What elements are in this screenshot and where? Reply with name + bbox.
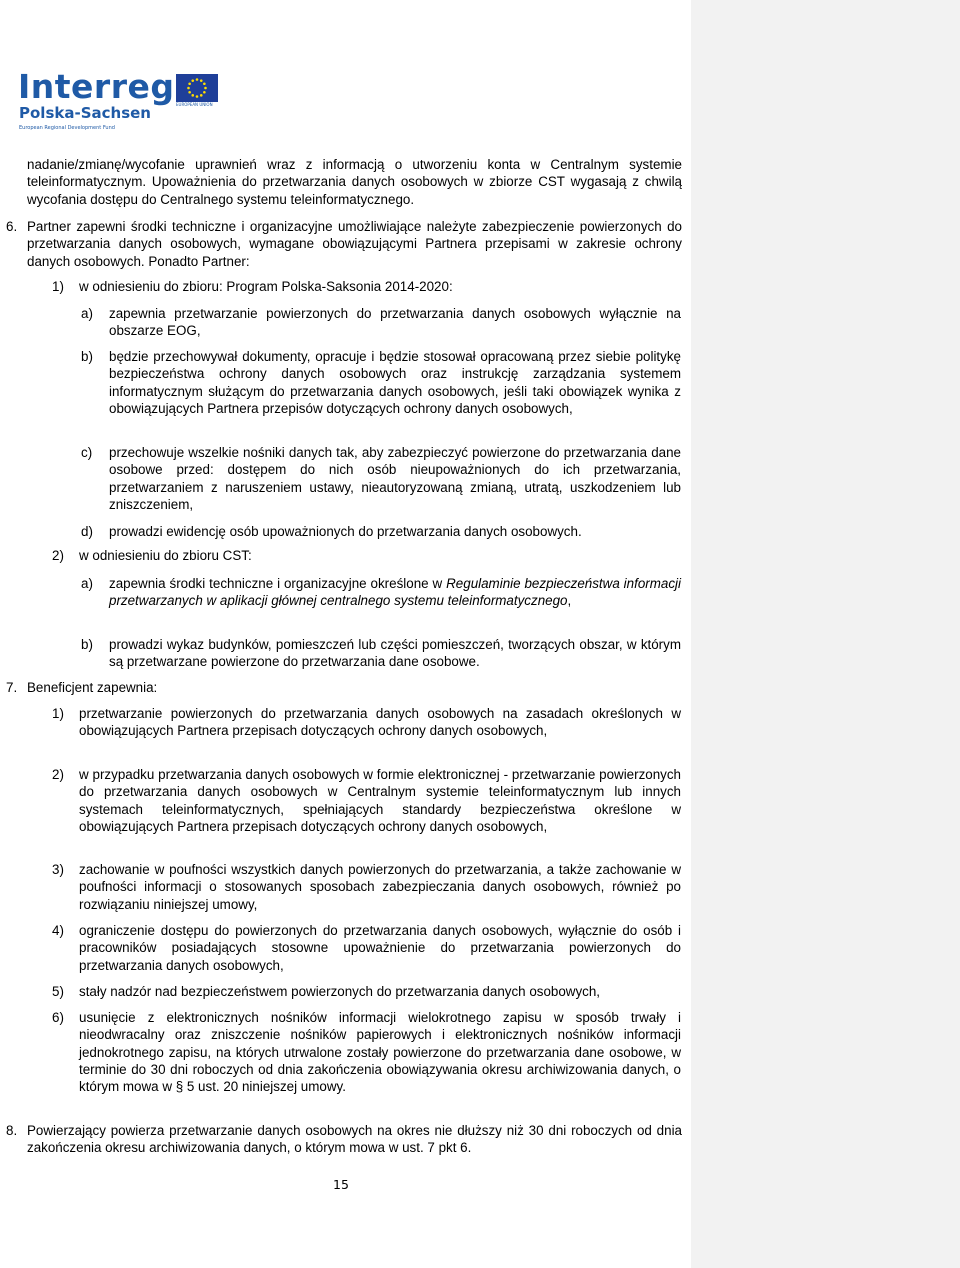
s6-1-c-number: c) <box>81 445 93 460</box>
s7-item-1-number: 1) <box>52 706 64 721</box>
eu-star-icon <box>191 94 194 97</box>
logo-fund-name: European Regional Development Fund <box>19 125 115 131</box>
page-number: 15 <box>333 1177 349 1192</box>
logo-wordmark: Interreg <box>18 67 175 106</box>
eu-label: EUROPEAN UNION <box>176 102 213 107</box>
s6-1-b-number: b) <box>81 349 93 364</box>
s6-2-a-pre: zapewnia środki techniczne i organizacyjne określone w <box>109 576 447 591</box>
section-8-text: Powierzający powierza przetwarzanie danych osobowych na okres nie dłuższy niż 30 dni roboczych od dnia zakończenia okresu archiwizowania danych, o którym mowa w ust. 7 pkt 6. <box>27 1123 682 1156</box>
s7-item-6-number: 6) <box>52 1010 64 1025</box>
eu-star-icon <box>188 82 191 85</box>
s6-item-2-text: w odniesieniu do zbioru CST: <box>79 548 252 563</box>
eu-star-icon <box>187 87 190 90</box>
s6-item-2-number: 2) <box>52 548 64 563</box>
s7-item-2-number: 2) <box>52 767 64 782</box>
eu-star-icon <box>200 79 203 82</box>
s6-2-a-post: , <box>567 593 572 609</box>
s6-1-b-text: będzie przechowywał dokumenty, opracuje i będzie stosował opracowaną przez siebie politykę bezpieczeństwa ochrony danych osobowych oraz instrukcję zarządzania systemem informatycznym służącym do przetwarzania danych osobowych, jeśli taki obowiązek wynika z obowiązujących Partnera przepisów dotyczących ochrony danych osobowych, <box>109 349 681 416</box>
eu-star-icon <box>200 94 203 97</box>
s6-1-a-text: zapewnia przetwarzanie powierzonych do przetwarzania danych osobowych wyłącznie na obszarze EOG, <box>109 306 681 339</box>
s7-item-3-text: zachowanie w poufności wszystkich danych powierzonych do przetwarzania, a także zachowanie w poufności informacji o stosowanych sposobach zabezpieczania danych osobowych, również po rozwiązaniu niniejszej umowy, <box>79 862 681 912</box>
s6-item-1-number: 1) <box>52 279 64 294</box>
s7-item-5-text: stały nadzór nad bezpieczeństwem powierzonych do przetwarzania danych osobowych, <box>79 984 601 999</box>
s6-1-c-text: przechowuje wszelkie nośniki danych tak, aby zabezpieczyć powierzone do przetwarzania dane osobowe przed: dostępem do nich osób nieupoważnionych do ich przetwarzania, przetwarzaniem z naruszeniem ustawy, nieautoryzowaną zmianą, utratą, uszkodzeniem lub zniszczeniem, <box>109 445 681 512</box>
section-6-text: Partner zapewni środki techniczne i organizacyjne umożliwiające należyte zabezpieczenie powierzonych do przetwarzania danych osobowych, wymagane obowiązującymi Partnera przepisami w zakresie ochrony danych osobowych. Ponadto Partner: <box>27 219 682 269</box>
s7-item-4-number: 4) <box>52 923 64 938</box>
eu-star-icon <box>203 91 206 94</box>
eu-star-icon <box>196 78 199 81</box>
s6-2-b-number: b) <box>81 637 93 652</box>
s6-1-a-number: a) <box>81 306 93 321</box>
section-6-number: 6. <box>6 219 18 234</box>
eu-star-icon <box>191 79 194 82</box>
s7-item-3-number: 3) <box>52 862 64 877</box>
s7-item-5-number: 5) <box>52 984 64 999</box>
eu-star-icon <box>188 91 191 94</box>
section-8-number: 8. <box>6 1123 18 1138</box>
s6-2-b-text: prowadzi wykaz budynków, pomieszczeń lub części pomieszczeń, tworzących obszar, w którym są przetwarzane powierzone do przetwarzania dane osobowe. <box>109 637 681 670</box>
eu-star-icon <box>204 87 207 90</box>
s7-item-2-text: w przypadku przetwarzania danych osobowych w formie elektronicznej - przetwarzanie powierzonych do przetwarzania danych osobowych w Centralnym systemie teleinformatycznym lub innych systemach teleinformatycznych, spełniających standardy bezpieczeństwa określone w obowiązujących Partnera przepisach dotyczących ochrony danych osobowych, <box>79 767 681 834</box>
eu-star-icon <box>203 82 206 85</box>
s7-item-4-text: ograniczenie dostępu do powierzonych do przetwarzania danych osobowych, wyłącznie do osób i pracowników posiadających stosowne upoważnienie do przetwarzania powierzonych do przetwarzania danych osobowych, <box>79 923 681 973</box>
s6-1-d-number: d) <box>81 524 93 539</box>
s7-item-6-text: usunięcie z elektronicznych nośników informacji wielokrotnego zapisu w sposób trwały i nieodwracalny oraz zniszczenie nośników papierowych i elektronicznych nośników informacji jednokrotnego zapisu, na których utrwalone zostały powierzone do przetwarzania dane osobowe, w terminie do 30 dni roboczych od dnia zakończenia obowiązywania okresu archiwizowania danych, o którym mowa w § 5 ust. 20 niniejszej umowy. <box>79 1010 681 1095</box>
s6-1-d-text: prowadzi ewidencję osób upoważnionych do przetwarzania danych osobowych. <box>109 524 582 539</box>
logo-programme-name: Polska-Sachsen <box>19 104 151 122</box>
eu-star-icon <box>196 95 199 98</box>
interreg-logo <box>18 67 220 136</box>
s6-2-a-text <box>109 575 681 610</box>
section-7-number: 7. <box>6 680 18 695</box>
s7-item-1-text: przetwarzanie powierzonych do przetwarzania danych osobowych na zasadach określonych w obowiązujących Partnera przepisach dotyczących ochrony danych osobowych, <box>79 706 681 739</box>
s6-2-a-number: a) <box>81 576 93 591</box>
s6-item-1-text: w odniesieniu do zbioru: Program Polska-Saksonia 2014-2020: <box>79 279 453 294</box>
section-7-text: Beneficjent zapewnia: <box>27 680 158 695</box>
eu-flag-icon <box>176 74 218 102</box>
regulation-title: Regulaminie bezpieczeństwa informacji przetwarzanych w aplikacji głównej centralnego systemu teleinformatycznego <box>109 576 681 609</box>
comment-margin-pane <box>691 0 960 1268</box>
intro-paragraph: nadanie/zmianę/wycofanie uprawnień wraz z informacją o utworzeniu konta w Centralnym systemie teleinformatycznym. Upoważnienia do przetwarzania danych osobowych w zbiorze CST wygasają z chwilą wycofania dostępu do Centralnego systemu teleinformatycznego. <box>27 157 682 207</box>
